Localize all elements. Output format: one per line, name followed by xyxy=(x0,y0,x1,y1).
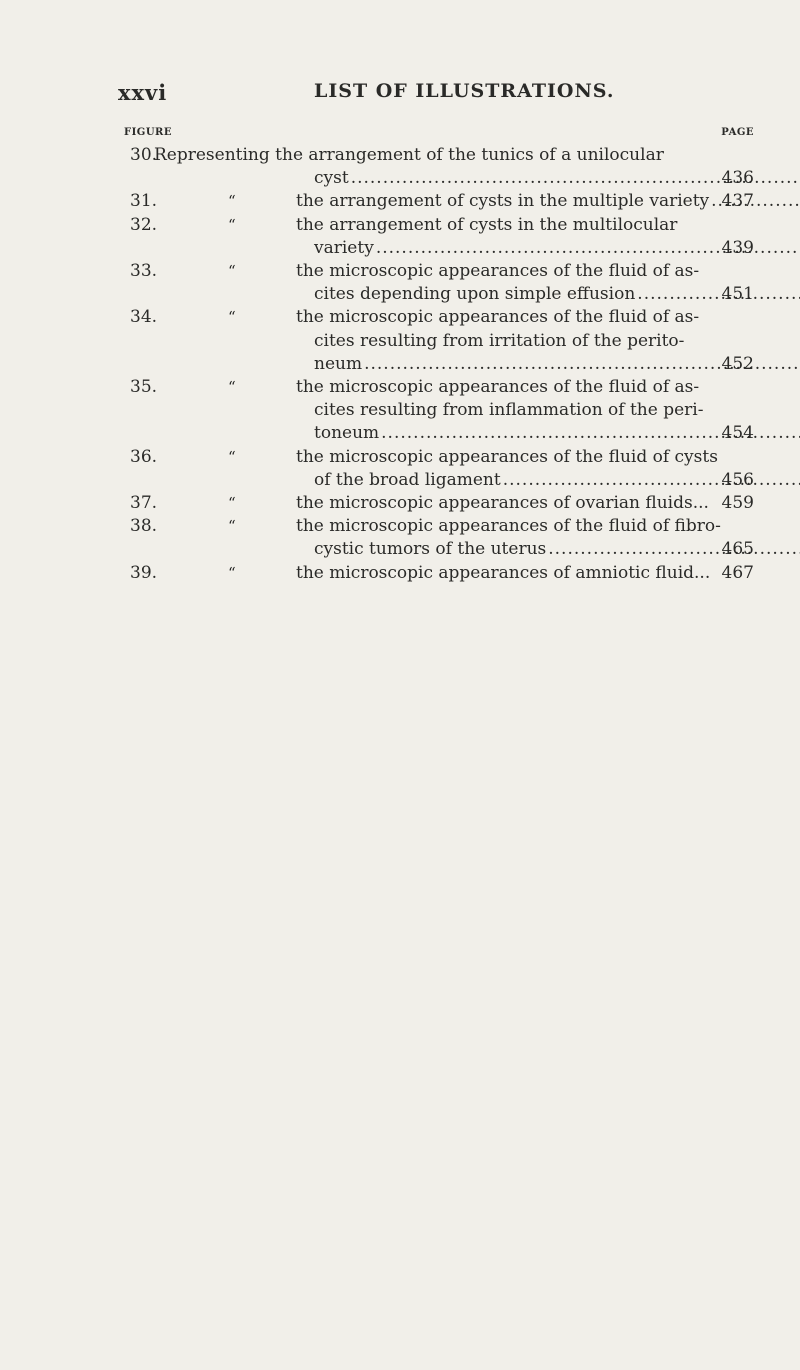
caption-line xyxy=(296,330,688,353)
entry-caption xyxy=(296,446,718,492)
illustrations-list xyxy=(124,144,764,585)
caption-line xyxy=(296,492,709,515)
caption-text: the arrangement of cysts in the multilocular xyxy=(296,214,678,235)
caption-line xyxy=(296,538,688,561)
column-headings xyxy=(124,127,754,141)
entry-caption xyxy=(296,562,711,585)
caption-text: neum xyxy=(314,353,363,374)
figure-number: 37. xyxy=(130,493,158,514)
page-reference: 437 xyxy=(721,191,754,212)
page-reference: 456 xyxy=(721,469,754,490)
caption-text: the arrangement of cysts in the multiple variety xyxy=(296,191,710,212)
page-reference: 459 xyxy=(721,493,754,514)
caption-text: cites resulting from irritation of the perito- xyxy=(314,330,685,351)
caption-text: the microscopic appearances of the fluid of as- xyxy=(296,377,700,398)
page-reference: 436 xyxy=(721,168,754,189)
figure-number: 36. xyxy=(130,446,158,467)
caption-text: cites resulting from inflammation of the peri- xyxy=(314,400,704,421)
caption-text: the microscopic appearances of amniotic fluid... xyxy=(296,562,711,583)
caption-line xyxy=(296,214,688,237)
list-entry xyxy=(124,306,764,376)
figure-number: 34. xyxy=(130,307,158,328)
figure-column-heading: FIGURE xyxy=(124,127,172,138)
dot-leader xyxy=(503,470,800,490)
entry-caption xyxy=(296,214,688,260)
caption-line xyxy=(296,237,688,260)
figure-number: 38. xyxy=(130,516,158,537)
ditto-mark: “ xyxy=(228,215,236,234)
figure-number: 31. xyxy=(130,191,158,212)
caption-text: cystic tumors of the uterus xyxy=(314,539,547,560)
list-entry xyxy=(124,515,764,561)
caption-line xyxy=(296,260,700,283)
entry-caption xyxy=(296,515,721,561)
caption-line xyxy=(154,144,688,167)
list-entry xyxy=(124,446,764,492)
caption-line xyxy=(296,469,688,492)
figure-number: 32. xyxy=(130,214,158,235)
caption-text: the arrangement of the tunics of a unilocular xyxy=(275,145,664,165)
entry-caption xyxy=(296,190,710,213)
caption-text: the microscopic appearances of ovarian fluids... xyxy=(296,493,709,514)
caption-line xyxy=(296,353,688,376)
entry-caption xyxy=(296,376,704,446)
dot-leader xyxy=(637,284,800,304)
page-reference: 439 xyxy=(721,237,754,258)
caption-line xyxy=(296,399,704,422)
caption-line xyxy=(296,446,718,469)
caption-lead-word: Representing xyxy=(154,145,276,165)
list-entry xyxy=(124,214,764,260)
caption-line xyxy=(296,562,711,585)
list-entry xyxy=(124,376,764,446)
caption-text: cites depending upon simple effusion xyxy=(314,284,636,305)
page-reference: 467 xyxy=(721,562,754,583)
page-column-heading: PAGE xyxy=(721,127,754,138)
caption-text: cyst xyxy=(314,168,349,189)
page-number: xxvi xyxy=(118,80,168,105)
caption-text: the microscopic appearances of the fluid of fibro- xyxy=(296,516,721,537)
page-reference: 465 xyxy=(721,539,754,560)
caption-text: the microscopic appearances of the fluid of as- xyxy=(296,261,700,282)
caption-line xyxy=(296,190,710,213)
figure-number: 35. xyxy=(130,377,158,398)
caption-text: the microscopic appearances of the fluid of as- xyxy=(296,307,700,328)
ditto-mark: “ xyxy=(228,262,236,281)
ditto-mark: “ xyxy=(228,517,236,536)
ditto-mark: “ xyxy=(228,308,236,327)
caption-line xyxy=(154,167,688,190)
list-entry xyxy=(124,562,764,585)
figure-number: 39. xyxy=(130,562,158,583)
caption-line xyxy=(296,306,700,329)
ditto-mark: “ xyxy=(228,378,236,397)
caption-text: of the broad ligament xyxy=(314,469,501,490)
page-header xyxy=(118,80,758,110)
caption-text: variety xyxy=(314,237,374,258)
caption-line xyxy=(296,283,688,306)
figure-number: 30. xyxy=(130,145,158,165)
entry-caption xyxy=(296,492,709,515)
page-reference: 452 xyxy=(721,353,754,374)
caption-line xyxy=(296,515,721,538)
ditto-mark: “ xyxy=(228,192,236,211)
page-reference: 454 xyxy=(721,423,754,444)
caption-line xyxy=(296,422,688,445)
entry-caption xyxy=(296,306,700,376)
caption-text: the microscopic appearances of the fluid of cysts xyxy=(296,446,718,467)
list-entry xyxy=(124,190,764,213)
ditto-mark: “ xyxy=(228,494,236,513)
caption-line xyxy=(296,376,700,399)
ditto-mark: “ xyxy=(228,447,236,466)
running-title: LIST OF ILLUSTRATIONS. xyxy=(314,80,615,102)
list-entry xyxy=(124,492,764,515)
dot-leader xyxy=(548,539,800,559)
figure-number: 33. xyxy=(130,261,158,282)
entry-caption xyxy=(296,260,700,306)
caption-text: toneum xyxy=(314,423,380,444)
list-entry xyxy=(124,260,764,306)
ditto-mark: “ xyxy=(228,563,236,582)
entry-caption xyxy=(154,144,688,190)
page-reference: 451 xyxy=(721,284,754,305)
list-entry xyxy=(124,144,764,190)
